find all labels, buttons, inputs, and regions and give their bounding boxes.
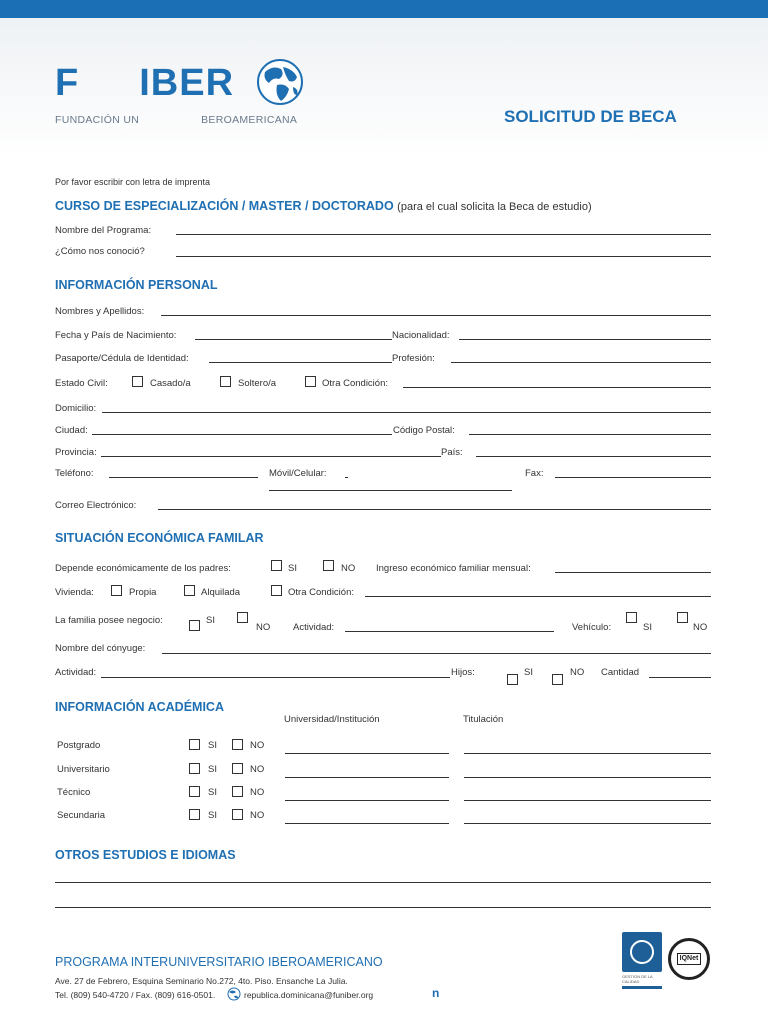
academic-row-2-degree-field[interactable] (464, 800, 711, 801)
other-studies-section-title: OTROS ESTUDIOS E IDIOMAS (55, 848, 236, 862)
academic-row-1-si-checkbox[interactable] (189, 763, 200, 774)
academic-row-3-university-field[interactable] (285, 823, 449, 824)
amount-field[interactable] (649, 677, 711, 678)
country-field[interactable] (476, 456, 711, 457)
depends-si-checkbox[interactable] (271, 560, 282, 571)
children-no-label: NO (570, 667, 585, 678)
other-studies-line-2[interactable] (55, 907, 711, 908)
email-field[interactable] (158, 509, 711, 510)
academic-row-0-no-label: NO (250, 740, 265, 751)
document-title: SOLICITUD DE BECA (504, 107, 677, 126)
fax-label: Fax: (525, 468, 544, 479)
other-housing-label: Otra Condición: (288, 587, 355, 598)
degree-column-header: Titulación (463, 714, 504, 725)
academic-row-2-si-checkbox[interactable] (189, 786, 200, 797)
depends-label: Depende económicamente de los padres: (55, 563, 231, 574)
iqnet-certification-badge (668, 938, 710, 980)
academic-row-0-degree-field[interactable] (464, 753, 711, 754)
profession-label: Profesión: (392, 353, 435, 364)
children-si-checkbox[interactable] (507, 674, 518, 685)
academic-row-1-no-checkbox[interactable] (232, 763, 243, 774)
vehicle-no-label: NO (693, 622, 708, 633)
single-checkbox[interactable] (220, 376, 231, 387)
quality-certification-text: GESTION DE LA CALIDAD (622, 974, 653, 984)
footer-address: Ave. 27 de Febrero, Esquina Seminario No.272, 4to. Piso. Ensanche La Julia. (55, 976, 348, 986)
mobile-field[interactable] (269, 490, 512, 491)
rented-checkbox[interactable] (184, 585, 195, 596)
single-label: Soltero/a (238, 378, 277, 389)
academic-row-3-degree-field[interactable] (464, 823, 711, 824)
academic-row-0-label: Postgrado (57, 740, 101, 751)
business-no-label: NO (256, 622, 271, 633)
program-field[interactable] (176, 234, 711, 235)
academic-row-2-no-label: NO (250, 787, 265, 798)
course-section-note: (para el cual solicita la Beca de estudio) (397, 201, 592, 213)
passport-field[interactable] (209, 362, 392, 363)
depends-no-label: NO (341, 563, 356, 574)
housing-label: Vivienda: (55, 587, 94, 598)
own-label: Propia (129, 587, 157, 598)
how-label: ¿Cómo nos conoció? (55, 246, 145, 257)
business-si-label: SI (206, 615, 215, 626)
children-si-label: SI (524, 667, 533, 678)
email-label: Correo Electrónico: (55, 500, 137, 511)
university-column-header: Universidad/Institución (284, 714, 380, 725)
address-field[interactable] (102, 412, 711, 413)
other-housing-checkbox[interactable] (271, 585, 282, 596)
country-label: País: (441, 447, 463, 458)
name-label: Nombres y Apellidos: (55, 306, 145, 317)
province-field[interactable] (101, 456, 441, 457)
academic-row-2-university-field[interactable] (285, 800, 449, 801)
business-no-checkbox[interactable] (237, 612, 248, 623)
phone-field[interactable] (109, 477, 258, 478)
city-field[interactable] (92, 434, 392, 435)
activity-field[interactable] (345, 631, 554, 632)
profession-field[interactable] (451, 362, 711, 363)
academic-row-2-si-label: SI (208, 787, 217, 798)
spouse-field[interactable] (162, 653, 711, 654)
academic-row-1-degree-field[interactable] (464, 777, 711, 778)
passport-label: Pasaporte/Cédula de Identidad: (55, 353, 189, 364)
own-checkbox[interactable] (111, 585, 122, 596)
other-housing-field[interactable] (365, 596, 711, 597)
income-field[interactable] (555, 572, 711, 573)
activity2-field[interactable] (101, 677, 450, 678)
academic-row-1-si-label: SI (208, 764, 217, 775)
nationality-label: Nacionalidad: (392, 330, 450, 341)
funiber-logo (55, 62, 315, 132)
activity-label: Actividad: (293, 622, 335, 633)
academic-row-0-no-checkbox[interactable] (232, 739, 243, 750)
program-label: Nombre del Programa: (55, 225, 152, 236)
academic-row-0-university-field[interactable] (285, 753, 449, 754)
married-checkbox[interactable] (132, 376, 143, 387)
academic-row-2-label: Técnico (57, 787, 91, 798)
academic-row-3-no-checkbox[interactable] (232, 809, 243, 820)
married-label: Casado/a (150, 378, 191, 389)
iqnet-text: IQNet (677, 953, 701, 965)
amount-label: Cantidad (601, 667, 640, 678)
logo-wordmark: F IBER (55, 62, 235, 104)
top-accent-bar (0, 0, 768, 18)
city-label: Ciudad: (55, 425, 88, 436)
academic-row-1-no-label: NO (250, 764, 265, 775)
vehicle-si-checkbox[interactable] (626, 612, 637, 623)
economic-section-title: SITUACIÓN ECONÓMICA FAMILAR (55, 531, 264, 545)
academic-row-3-si-label: SI (208, 810, 217, 821)
footer-title: PROGRAMA INTERUNIVERSITARIO IBEROAMERICANO (55, 955, 383, 969)
academic-row-3-label: Secundaria (57, 810, 106, 821)
logo-subtitle: FUNDACIÓN UN BEROAMERICANA (55, 114, 298, 126)
academic-row-0-si-checkbox[interactable] (189, 739, 200, 750)
address-label: Domicilio: (55, 403, 97, 414)
zip-label: Código Postal: (393, 425, 455, 436)
children-label: Hijos: (451, 667, 475, 678)
globe-icon (255, 57, 305, 107)
business-label: La familia posee negocio: (55, 615, 163, 626)
vehicle-label: Vehículo: (572, 622, 612, 633)
other-studies-line-1[interactable] (55, 882, 711, 883)
footer-n-mark: n (432, 986, 440, 1000)
business-si-checkbox[interactable] (189, 620, 200, 631)
academic-row-1-label: Universitario (57, 764, 110, 775)
other-civil-field[interactable] (403, 387, 711, 388)
phone-label: Teléfono: (55, 468, 94, 479)
footer-contact: Tel. (809) 540-4720 / Fax. (809) 616-0501. (55, 990, 216, 1000)
province-label: Provincia: (55, 447, 97, 458)
academic-row-2-no-checkbox[interactable] (232, 786, 243, 797)
academic-row-1-university-field[interactable] (285, 777, 449, 778)
mobile-field-mark (345, 477, 348, 478)
academic-row-3-si-checkbox[interactable] (189, 809, 200, 820)
birth-label: Fecha y País de Nacimiento: (55, 330, 177, 341)
children-no-checkbox[interactable] (552, 674, 563, 685)
income-label: Ingreso económico familiar mensual: (376, 563, 531, 574)
personal-section-title: INFORMACIÓN PERSONAL (55, 278, 218, 292)
birth-field[interactable] (195, 339, 392, 340)
activity2-label: Actividad: (55, 667, 97, 678)
spouse-label: Nombre del cónyuge: (55, 643, 146, 654)
depends-si-label: SI (288, 563, 297, 574)
footer-email[interactable]: republica.dominicana@funiber.org (244, 990, 374, 1000)
academic-section-title: INFORMACIÓN ACADÉMICA (55, 700, 224, 714)
mobile-label: Móvil/Celular: (269, 468, 327, 479)
intro-note: Por favor escribir con letra de imprenta (55, 177, 211, 187)
vehicle-no-checkbox[interactable] (677, 612, 688, 623)
name-field[interactable] (161, 315, 711, 316)
zip-field[interactable] (469, 434, 711, 435)
academic-row-3-no-label: NO (250, 810, 265, 821)
other-civil-checkbox[interactable] (305, 376, 316, 387)
vehicle-si-label: SI (643, 622, 652, 633)
other-civil-label: Otra Condición: (322, 378, 389, 389)
fax-field[interactable] (555, 477, 711, 478)
academic-row-0-si-label: SI (208, 740, 217, 751)
rented-label: Alquilada (201, 587, 241, 598)
depends-no-checkbox[interactable] (323, 560, 334, 571)
quality-certification-badge (622, 932, 662, 998)
civil-status-label: Estado Civil: (55, 378, 108, 389)
nationality-field[interactable] (459, 339, 711, 340)
globe-mail-icon (225, 987, 243, 1001)
course-section-title: CURSO DE ESPECIALIZACIÓN / MASTER / DOCTORADO (para el cual solicita la Beca de estudio) (55, 199, 592, 213)
how-field[interactable] (176, 256, 711, 257)
